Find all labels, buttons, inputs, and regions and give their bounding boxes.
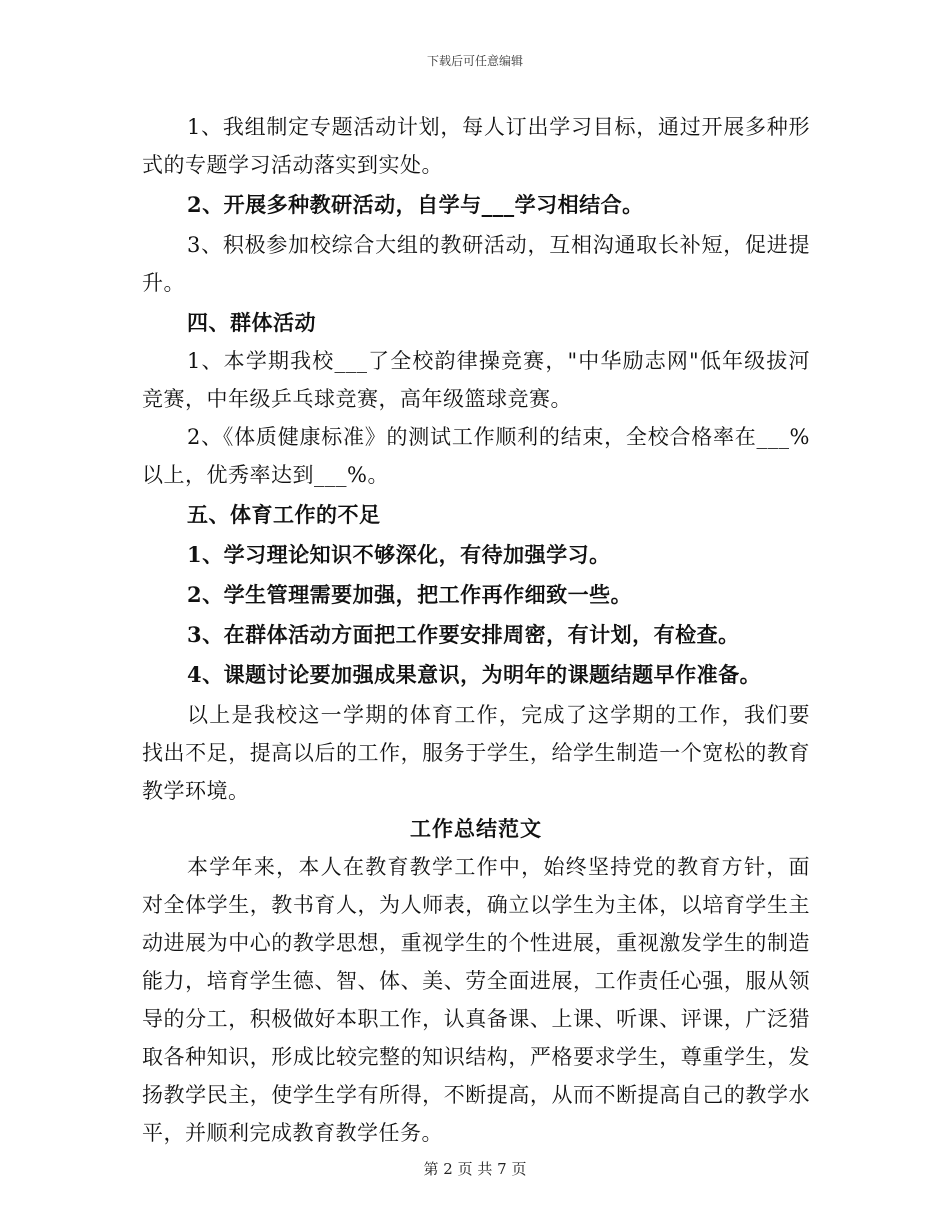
shortcoming-3: 3、在群体活动方面把工作要安排周密，有计划，有检查。 xyxy=(187,622,740,647)
paragraph-2: 2、开展多种教研活动，自学与___学习相结合。 xyxy=(187,192,644,217)
document-body xyxy=(142,108,810,1152)
heading-group-activities: 四、群体活动 xyxy=(187,310,316,335)
paragraph-1: 1、我组制定专题活动计划，每人订出学习目标，通过开展多种形式的专题学习活动落实到实处。 xyxy=(142,115,810,177)
conclusion-paragraph: 以上是我校这一学期的体育工作，完成了这学期的工作，我们要找出不足，提高以后的工作，服务于学生，给学生制造一个宽松的教育教学环境。 xyxy=(142,703,810,803)
paragraph-4: 1、本学期我校___了全校韵律操竞赛，"中华励志网"低年级拔河竞赛，中年级乒乓球竞赛，高年级篮球竞赛。 xyxy=(142,349,810,411)
page-header: 下载后可任意编辑 xyxy=(426,54,523,68)
paragraph-3: 3、积极参加校综合大组的教研活动，互相沟通取长补短，促进提升。 xyxy=(142,233,810,295)
section-body: 本学年来，本人在教育教学工作中，始终坚持党的教育方针，面对全体学生，教书育人，为人师表，确立以学生为主体，以培育学生主动进展为中心的教学思想，重视学生的个性进展，重视激发学生的制造能力，培育学生德、智、体、美、劳全面进展，工作责任心强，服从领导的分工，积极做好本职工作，认真备课、上课、听课、评课，广泛猎取各种知识，形成比较完整的知识结构，严格要求学生，尊重学生，发扬教学民主，使学生学有所得，不断提高，从而不断提高自己的教学水平，并顺利完成教育教学任务。 xyxy=(142,855,810,1145)
shortcoming-4: 4、课题讨论要加强成果意识，为明年的课题结题早作准备。 xyxy=(187,662,762,687)
heading-shortcomings: 五、体育工作的不足 xyxy=(187,502,381,527)
page-footer: 第 2 页 共 7 页 xyxy=(423,1160,527,1178)
shortcoming-2: 2、学生管理需要加强，把工作再作细致一些。 xyxy=(187,582,633,607)
paragraph-5: 2、《体质健康标准》的测试工作顺利的结束，全校合格率在___%以上，优秀率达到___%。 xyxy=(142,425,810,487)
shortcoming-1: 1、学习理论知识不够深化，有待加强学习。 xyxy=(187,542,611,567)
section-title: 工作总结范文 xyxy=(410,816,542,841)
